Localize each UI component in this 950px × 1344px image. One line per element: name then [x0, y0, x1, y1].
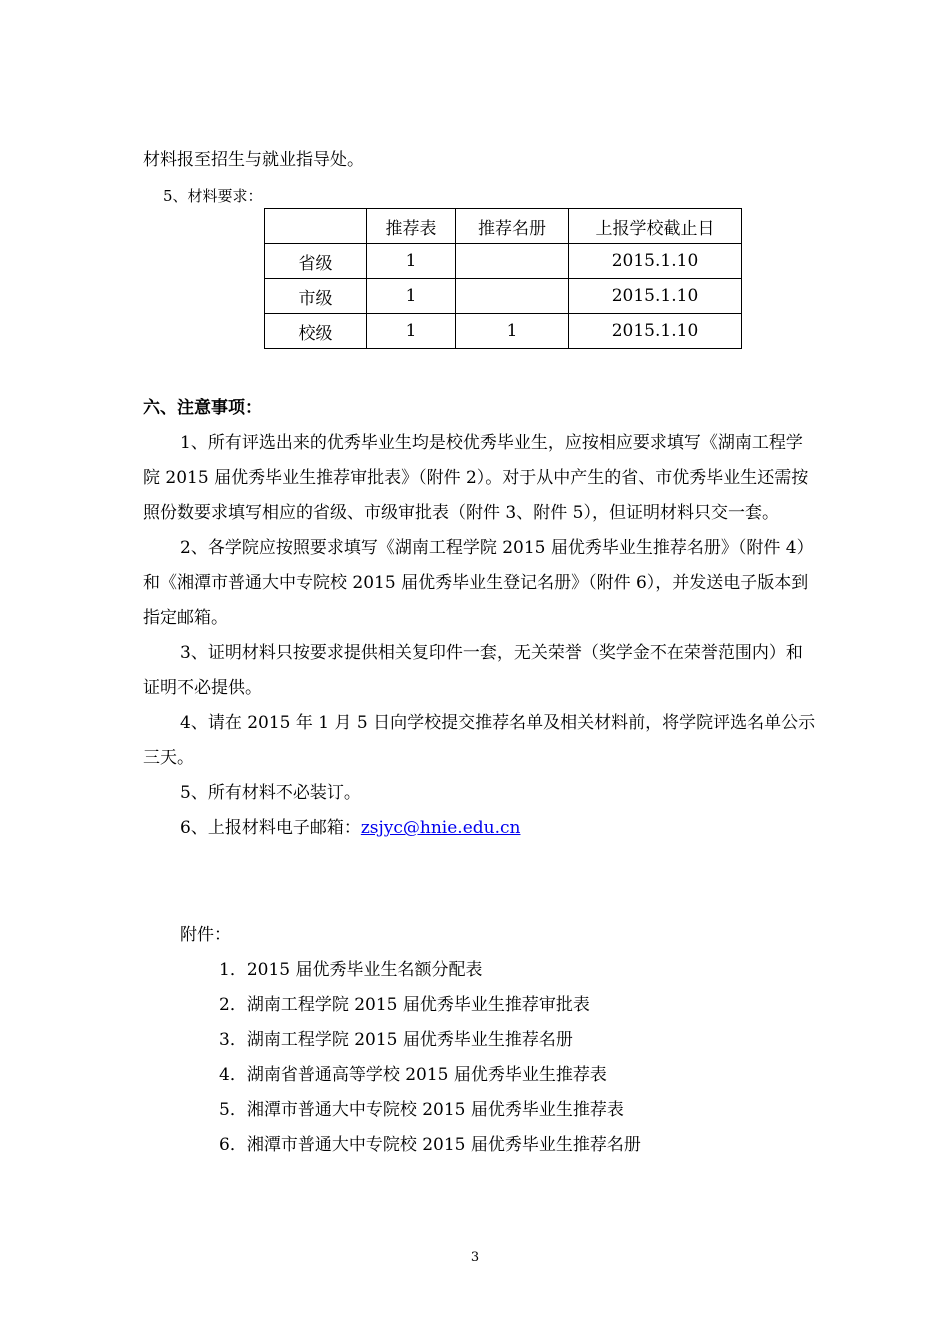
attachment-item: 5．湘潭市普通大中专院校 2015 届优秀毕业生推荐表 — [219, 1100, 624, 1120]
note-6-label: 6、上报材料电子邮箱： — [180, 818, 361, 838]
note-3-line-2: 证明不必提供。 — [143, 678, 262, 698]
table-header-cell: 推荐名册 — [456, 209, 569, 244]
table-cell: 2015.1.10 — [569, 314, 742, 349]
table-cell — [456, 279, 569, 314]
table-cell: 1 — [367, 279, 456, 314]
note-5: 5、所有材料不必装订。 — [180, 783, 361, 803]
materials-heading: 5、材料要求： — [163, 187, 263, 205]
attachment-item: 3．湖南工程学院 2015 届优秀毕业生推荐名册 — [219, 1030, 573, 1050]
note-1-line-1: 1、所有评选出来的优秀毕业生均是校优秀毕业生，应按相应要求填写《湖南工程学 — [180, 433, 803, 453]
attachments-label: 附件： — [180, 925, 231, 945]
email-link[interactable]: zsjyc@hnie.edu.cn — [360, 818, 521, 838]
attachment-item: 4．湖南省普通高等学校 2015 届优秀毕业生推荐表 — [219, 1065, 607, 1085]
note-2-line-3: 指定邮箱。 — [143, 608, 228, 628]
attachment-item: 6．湘潭市普通大中专院校 2015 届优秀毕业生推荐名册 — [219, 1135, 641, 1155]
table-header-cell — [265, 209, 367, 244]
note-6 — [180, 818, 520, 838]
intro-tail-text: 材料报至招生与就业指导处。 — [143, 150, 364, 170]
table-row — [265, 279, 742, 314]
table-cell: 省级 — [265, 244, 367, 279]
note-4-line-1: 4、请在 2015 年 1 月 5 日向学校提交推荐名单及相关材料前，将学院评选名单公示 — [180, 713, 816, 733]
table-cell: 校级 — [265, 314, 367, 349]
table-cell: 市级 — [265, 279, 367, 314]
note-2-line-2: 和《湘潭市普通大中专院校 2015 届优秀毕业生登记名册》（附件 6），并发送电子版本到 — [143, 573, 809, 593]
materials-table — [264, 208, 742, 349]
table-cell: 1 — [367, 244, 456, 279]
table-cell: 1 — [367, 314, 456, 349]
note-1-line-2: 院 2015 届优秀毕业生推荐审批表》（附件 2）。对于从中产生的省、市优秀毕业生还需按 — [143, 468, 809, 488]
attachment-item: 1．2015 届优秀毕业生名额分配表 — [219, 960, 483, 980]
note-2-line-1: 2、各学院应按照要求填写《湖南工程学院 2015 届优秀毕业生推荐名册》（附件 4） — [180, 538, 814, 558]
table-row — [265, 314, 742, 349]
table-cell — [456, 244, 569, 279]
section-heading: 六、注意事项： — [143, 398, 262, 418]
table-header-row — [265, 209, 742, 244]
table-header-cell: 推荐表 — [367, 209, 456, 244]
note-1-line-3: 照份数要求填写相应的省级、市级审批表（附件 3、附件 5），但证明材料只交一套。 — [143, 503, 779, 523]
table-cell: 2015.1.10 — [569, 279, 742, 314]
table-row — [265, 244, 742, 279]
page-number: 3 — [470, 1250, 480, 1265]
table-cell: 1 — [456, 314, 569, 349]
note-3-line-1: 3、证明材料只按要求提供相关复印件一套，无关荣誉（奖学金不在荣誉范围内）和 — [180, 643, 803, 663]
attachment-item: 2．湖南工程学院 2015 届优秀毕业生推荐审批表 — [219, 995, 590, 1015]
table-header-cell: 上报学校截止日 — [569, 209, 742, 244]
table-cell: 2015.1.10 — [569, 244, 742, 279]
note-4-line-2: 三天。 — [143, 748, 194, 768]
